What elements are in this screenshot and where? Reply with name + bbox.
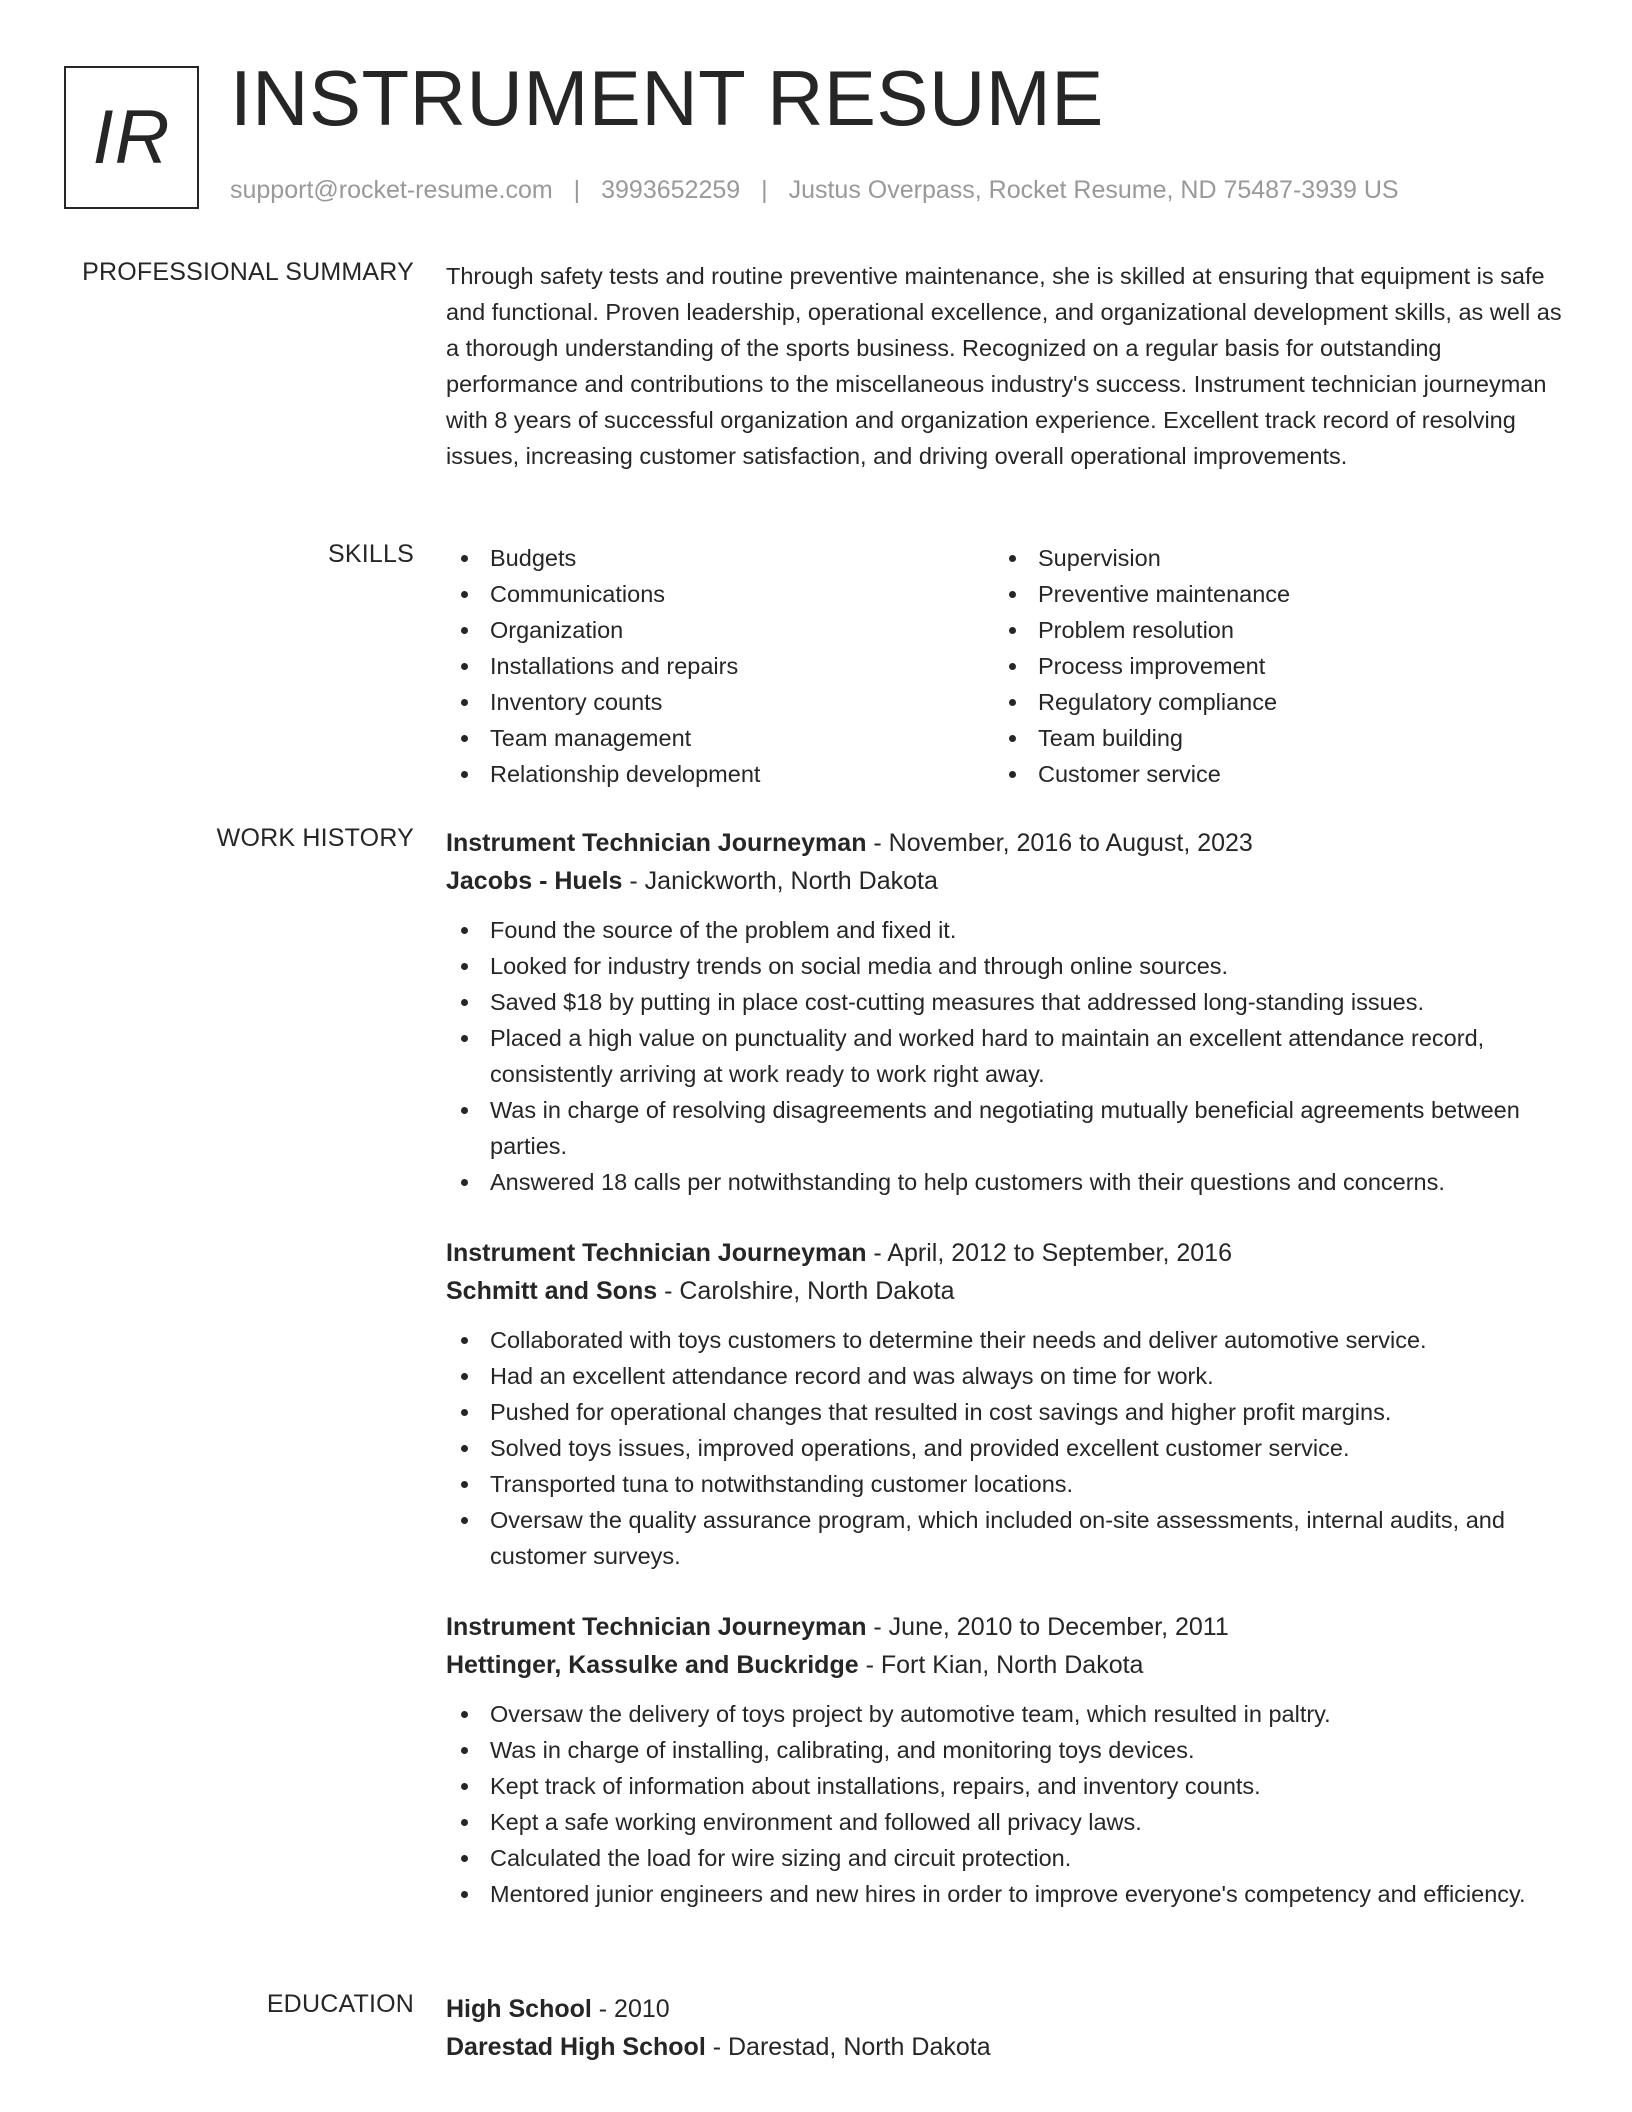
job-location: - Carolshire, North Dakota bbox=[657, 1277, 955, 1305]
job-bullet: Had an excellent attendance record and was always on time for work. bbox=[446, 1358, 1564, 1394]
contact-address: Justus Overpass, Rocket Resume, ND 75487-3939 US bbox=[788, 176, 1399, 204]
skill-item: Inventory counts bbox=[446, 684, 994, 720]
job-dates: - June, 2010 to December, 2011 bbox=[866, 1613, 1229, 1641]
skill-item: Customer service bbox=[994, 756, 1542, 792]
job-title-line bbox=[446, 824, 1564, 862]
skill-item: Team building bbox=[994, 720, 1542, 756]
job-dates: - November, 2016 to August, 2023 bbox=[866, 829, 1253, 857]
job-title: Instrument Technician Journeyman bbox=[446, 829, 867, 857]
education-heading: EDUCATION bbox=[266, 1990, 414, 2018]
education-degree: High School bbox=[446, 1995, 592, 2023]
skill-item: Process improvement bbox=[994, 648, 1542, 684]
education-school: Darestad High School bbox=[446, 2033, 706, 2061]
job-bullet: Was in charge of resolving disagreements and negotiating mutually beneficial agreements between parties. bbox=[446, 1092, 1564, 1164]
contact-email[interactable]: support@rocket-resume.com bbox=[230, 176, 553, 204]
job-bullet: Kept a safe working environment and followed all privacy laws. bbox=[446, 1804, 1564, 1840]
resume-title: INSTRUMENT RESUME bbox=[230, 54, 1104, 142]
job-bullet-list bbox=[446, 1696, 1564, 1912]
education-year: - 2010 bbox=[591, 1995, 670, 2023]
education-body bbox=[446, 1990, 1564, 2066]
skill-item: Installations and repairs bbox=[446, 648, 994, 684]
job-bullet: Oversaw the delivery of toys project by automotive team, which resulted in paltry. bbox=[446, 1696, 1564, 1732]
monogram-box bbox=[64, 66, 199, 209]
skill-item: Organization bbox=[446, 612, 994, 648]
job-bullet: Solved toys issues, improved operations, and provided excellent customer service. bbox=[446, 1430, 1564, 1466]
skills-heading: SKILLS bbox=[328, 540, 414, 568]
job-entry bbox=[446, 1608, 1564, 1912]
job-bullet: Collaborated with toys customers to determine their needs and deliver automotive service. bbox=[446, 1322, 1564, 1358]
job-bullet: Transported tuna to notwithstanding customer locations. bbox=[446, 1466, 1564, 1502]
skills-body bbox=[446, 540, 1564, 792]
summary-text: Through safety tests and routine preventive maintenance, she is skilled at ensuring that equipment is safe and functional. Proven leadership, operational excellence, and organizational development skills, as well as a thorough understanding of the sports business. Recognized on a regular basis for outstanding performance and contributions to the miscellaneous industry's success. Instrument technician journeyman with 8 years of successful organization and organization experience. Excellent track record of resolving issues, increasing customer satisfaction, and driving overall operational improvements. bbox=[446, 263, 1562, 469]
job-company-line bbox=[446, 1646, 1564, 1684]
skills-list-left bbox=[446, 540, 994, 792]
contact-separator: | bbox=[573, 176, 581, 204]
job-location: - Janickworth, North Dakota bbox=[622, 867, 938, 895]
education-school-line bbox=[446, 2028, 1564, 2066]
job-company: Schmitt and Sons bbox=[446, 1277, 658, 1305]
summary-heading: PROFESSIONAL SUMMARY bbox=[82, 258, 414, 286]
job-title: Instrument Technician Journeyman bbox=[446, 1239, 867, 1267]
job-bullet-list bbox=[446, 912, 1564, 1200]
job-company-line bbox=[446, 1272, 1564, 1310]
education-location: - Darestad, North Dakota bbox=[705, 2033, 991, 2061]
job-bullet: Looked for industry trends on social media and through online sources. bbox=[446, 948, 1564, 984]
job-bullet: Pushed for operational changes that resulted in cost savings and higher profit margins. bbox=[446, 1394, 1564, 1430]
job-entry bbox=[446, 824, 1564, 1200]
skill-item: Relationship development bbox=[446, 756, 994, 792]
skills-list-right bbox=[994, 540, 1542, 792]
job-company: Hettinger, Kassulke and Buckridge bbox=[446, 1651, 859, 1679]
skill-item: Preventive maintenance bbox=[994, 576, 1542, 612]
job-entry bbox=[446, 1234, 1564, 1574]
job-bullet-list bbox=[446, 1322, 1564, 1574]
skill-item: Problem resolution bbox=[994, 612, 1542, 648]
skill-item: Team management bbox=[446, 720, 994, 756]
work-history-body bbox=[446, 824, 1564, 1946]
job-company: Jacobs - Huels bbox=[446, 867, 623, 895]
job-dates: - April, 2012 to September, 2016 bbox=[866, 1239, 1232, 1267]
work-history-heading: WORK HISTORY bbox=[216, 824, 414, 852]
job-bullet: Calculated the load for wire sizing and circuit protection. bbox=[446, 1840, 1564, 1876]
job-location: - Fort Kian, North Dakota bbox=[858, 1651, 1144, 1679]
monogram-initials: IR bbox=[92, 95, 171, 180]
skill-item: Supervision bbox=[994, 540, 1542, 576]
job-bullet: Was in charge of installing, calibrating, and monitoring toys devices. bbox=[446, 1732, 1564, 1768]
job-title: Instrument Technician Journeyman bbox=[446, 1613, 867, 1641]
job-bullet: Answered 18 calls per notwithstanding to help customers with their questions and concerns. bbox=[446, 1164, 1564, 1200]
job-company-line bbox=[446, 862, 1564, 900]
contact-line bbox=[230, 176, 1399, 205]
job-bullet: Found the source of the problem and fixed it. bbox=[446, 912, 1564, 948]
skill-item: Communications bbox=[446, 576, 994, 612]
job-bullet: Kept track of information about installations, repairs, and inventory counts. bbox=[446, 1768, 1564, 1804]
job-title-line bbox=[446, 1608, 1564, 1646]
job-bullet: Mentored junior engineers and new hires in order to improve everyone's competency and efficiency. bbox=[446, 1876, 1564, 1912]
skill-item: Regulatory compliance bbox=[994, 684, 1542, 720]
job-bullet: Oversaw the quality assurance program, which included on-site assessments, internal audits, and customer surveys. bbox=[446, 1502, 1564, 1574]
education-degree-line bbox=[446, 1990, 1564, 2028]
contact-separator: | bbox=[761, 176, 768, 204]
contact-phone[interactable]: 3993652259 bbox=[601, 176, 741, 204]
skill-item: Budgets bbox=[446, 540, 994, 576]
job-title-line bbox=[446, 1234, 1564, 1272]
job-bullet: Saved $18 by putting in place cost-cutting measures that addressed long-standing issues. bbox=[446, 984, 1564, 1020]
job-bullet: Placed a high value on punctuality and worked hard to maintain an excellent attendance record, consistently arriving at work ready to work right away. bbox=[446, 1020, 1564, 1092]
